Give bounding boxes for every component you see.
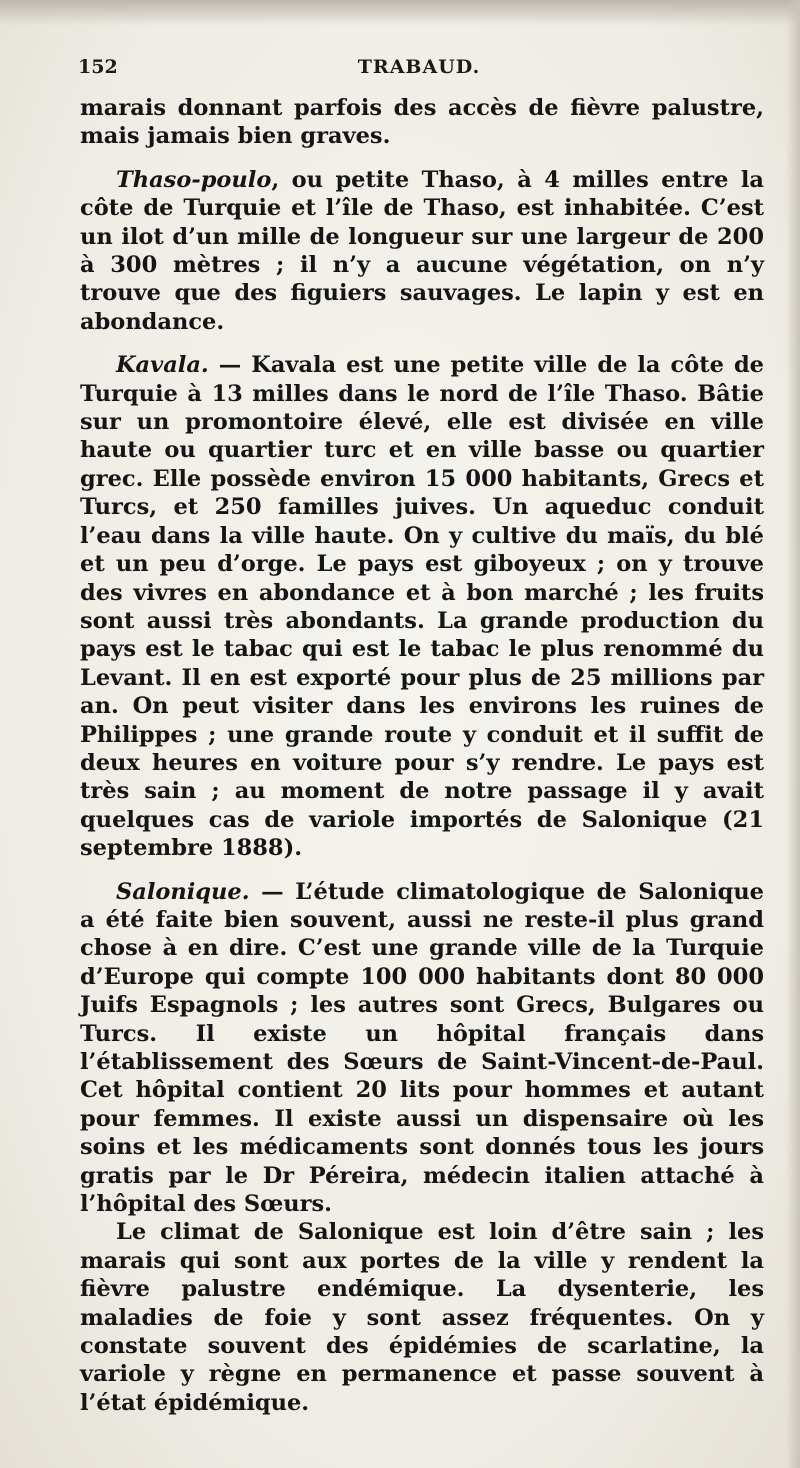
paragraph-text: — Kavala est une petite ville de la côte de Turquie à 13 milles dans le nord de l’île Thaso. Bâtie sur un promontoire élevé, elle est divisée en ville haute ou quartier turc et en ville basse ou quartier grec. Elle possède environ 15 000 habitants, Grecs et Turcs, et 250 familles juives. Un aqueduc conduit l’eau dans la ville haute. On y cultive du maïs, du blé et un peu d’orge. Le pays est giboyeux ; on y trouve des vivres en abondance et à bon marché ; les fruits sont aussi très abondants. La grande production du pays est le tabac qui est le tabac le plus renommé du Levant. Il en est exporté pour plus de 25 millions par an. On peut visiter dans les environs les ruines de Philippes ; une grande route y conduit et il suffit de deux heures en voiture pour s’y rendre. Le pays est très sain ; au moment de notre passage il y avait quelques cas de variole importés de Salonique (21 septembre 1888). xyxy=(80,352,764,862)
body-text xyxy=(80,94,764,1417)
paragraph-text: Le climat de Salonique est loin d’être sain ; les marais qui sont aux portes de la ville y rendent la fièvre palustre endémique. La dysenterie, les maladies de foie y sont assez fréquentes. On y constate souvent des épidémies de scarlatine, la variole y règne en permanence et passe souvent à l’état épidémique. xyxy=(80,1219,764,1416)
paragraph-thaso-poulo xyxy=(80,166,764,336)
page-number: 152 xyxy=(78,56,118,78)
page-right-shadow xyxy=(786,0,800,1468)
paragraph-salonique xyxy=(80,878,764,1219)
paragraph-text: , ou petite Thaso, à 4 milles entre la côte de Turquie et l’île de Thaso, est inhabitée. C’est un ilot d’un mille de longueur sur une largeur de 200 à 300 mètres ; il n’y a aucune végétation, on n’y trouve que des figuiers sauvages. Le lapin y est en abondance. xyxy=(80,166,764,335)
place-name-thaso-poulo: Thaso-poulo xyxy=(116,166,272,193)
paragraph-kavala xyxy=(80,351,764,862)
running-head: TRABAUD. xyxy=(357,56,481,78)
paragraph-text: marais donnant parfois des accès de fièvre palustre, mais jamais bien graves. xyxy=(80,95,764,150)
place-name-kavala: Kavala. xyxy=(116,352,209,379)
paragraph-marais-continuation xyxy=(80,94,764,151)
page-header xyxy=(78,56,760,86)
place-name-salonique: Salonique. xyxy=(116,878,250,905)
page-top-edge xyxy=(0,0,800,26)
paragraph-climat-salonique xyxy=(80,1218,764,1417)
paragraph-text: — L’étude climatologique de Salonique a été faite bien souvent, aussi ne reste-il plus grand chose à en dire. C’est une grande ville de la Turquie d’Europe qui compte 100 000 habitants dont 80 000 Juifs Espagnols ; les autres sont Grecs, Bulgares ou Turcs. Il existe un hôpital français dans l’établissement des Sœurs de Saint-Vincent-de-Paul. Cet hôpital contient 20 lits pour hommes et autant pour femmes. Il existe aussi un dispensaire où les soins et les médicaments sont donnés tous les jours gratis par le Dr Péreira, médecin italien attaché à l’hôpital des Sœurs. xyxy=(80,878,764,1218)
